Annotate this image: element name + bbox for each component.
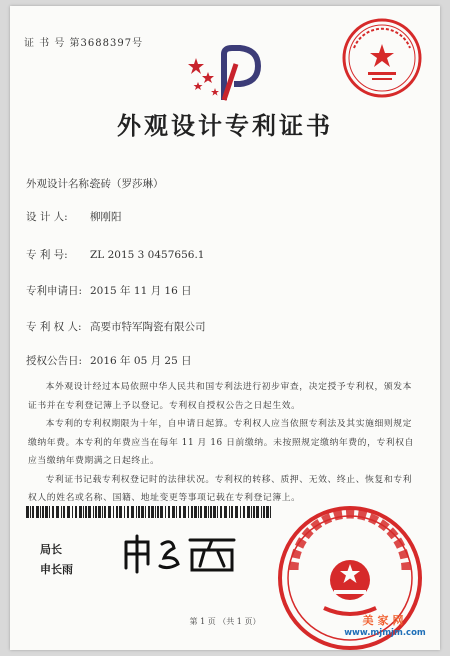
field-value: 2015 年 11 月 16 日 [90, 285, 192, 297]
document-title: 外观设计专利证书 [117, 111, 333, 140]
field-value: 高要市特军陶瓷有限公司 [90, 321, 206, 333]
certificate-number: 证 书 号 第3688397号 [24, 38, 144, 49]
body-paragraph: 本外观设计经过本局依照中华人民共和国专利法进行初步审查，决定授予专利权，颁发本证书并在专利登记簿上予以登记。专利权自授权公告之日起生效。 [28, 382, 413, 411]
certificate-body [28, 378, 420, 508]
watermark-url: www.mjmjm.com [344, 628, 426, 638]
field-label: 专利申请日: [26, 285, 83, 297]
field-value: ZL 2015 3 0457656.1 [90, 249, 205, 261]
field-grant-date [26, 353, 192, 368]
body-paragraph: 专利证书记载专利权登记时的法律状况。专利权的转移、质押、无效、终止、恢复和专利权人的姓名或名称、国籍、地址变更等事项记载在专利登记簿上。 [28, 474, 413, 503]
official-seal-icon [338, 14, 426, 102]
field-label: 外观设计名称: [26, 178, 93, 190]
director-name: 申长雨 [40, 563, 73, 576]
field-designer [26, 209, 122, 224]
page-footer: 第 1 页 （共 1 页） [189, 617, 261, 626]
field-value: 2016 年 05 月 25 日 [90, 355, 192, 367]
field-design-name [26, 176, 164, 191]
field-value: 瓷砖（罗莎琳） [90, 178, 164, 190]
barcode [26, 506, 274, 518]
field-label: 设 计 人: [26, 211, 68, 223]
field-patentee [26, 319, 206, 334]
site-watermark [330, 612, 440, 638]
field-patent-number [26, 247, 204, 262]
field-label: 专 利 权 人: [26, 321, 82, 333]
handwritten-signature-icon [120, 534, 240, 574]
watermark-name: 美家网 [362, 614, 408, 627]
field-application-date [26, 283, 192, 298]
field-label: 专 利 号: [26, 249, 68, 261]
director-title: 局长 [40, 543, 62, 556]
field-label: 授权公告日: [26, 355, 83, 367]
patent-office-logo-icon [188, 44, 268, 104]
field-value: 柳刚阳 [90, 211, 122, 223]
body-paragraph: 本专利的专利权期限为十年，自申请日起算。专利权人应当依照专利法及其实施细则规定缴纳年费。本专利的年费应当在每年 11 月 16 日前缴纳。未按照规定缴纳年费的，专利权自应当缴纳年费期满之日起终止。 [28, 419, 415, 466]
